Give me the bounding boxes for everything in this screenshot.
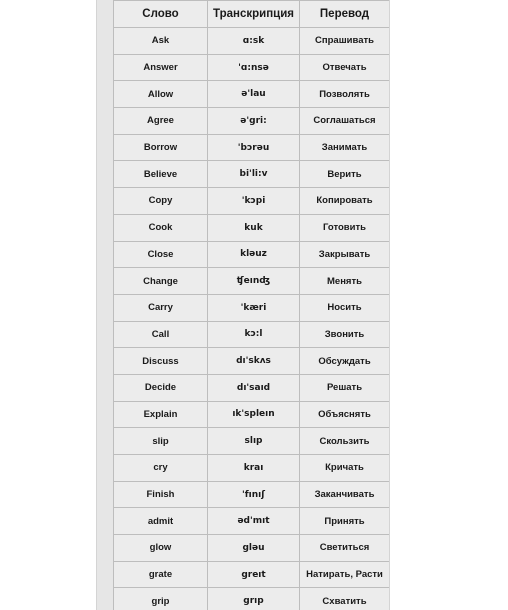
translation-cell: Готовить (300, 214, 390, 241)
word-cell: glow (114, 535, 208, 562)
table-row (114, 481, 390, 508)
transcription-cell: əd'mıt (208, 508, 300, 535)
header-word: Слово (114, 1, 208, 28)
word-cell: Ask (114, 28, 208, 55)
vocabulary-table (113, 0, 390, 610)
word-cell: Explain (114, 401, 208, 428)
word-cell: Allow (114, 81, 208, 108)
transcription-cell: ık'spleın (208, 401, 300, 428)
table-row (114, 134, 390, 161)
table-row (114, 294, 390, 321)
table-row (114, 374, 390, 401)
table-row (114, 508, 390, 535)
word-cell: Borrow (114, 134, 208, 161)
table-row (114, 214, 390, 241)
translation-cell: Позволять (300, 81, 390, 108)
table-row (114, 108, 390, 135)
translation-cell: Занимать (300, 134, 390, 161)
transcription-cell: 'kɔpi (208, 188, 300, 215)
word-cell: grate (114, 561, 208, 588)
word-cell: Decide (114, 374, 208, 401)
word-cell: Copy (114, 188, 208, 215)
table-row (114, 81, 390, 108)
translation-cell: Светиться (300, 535, 390, 562)
word-cell: Believe (114, 161, 208, 188)
transcription-cell: 'ɑ:nsə (208, 54, 300, 81)
header-translation: Перевод (300, 1, 390, 28)
table-row (114, 588, 390, 610)
transcription-cell: ə'gri: (208, 108, 300, 135)
table-row (114, 241, 390, 268)
transcription-cell: kraı (208, 455, 300, 482)
transcription-cell: dı'skʌs (208, 348, 300, 375)
transcription-cell: bi'li:v (208, 161, 300, 188)
table-row (114, 54, 390, 81)
word-cell: Carry (114, 294, 208, 321)
table-header-row (114, 1, 390, 28)
transcription-cell: ə'lau (208, 81, 300, 108)
table-row (114, 428, 390, 455)
transcription-cell: 'kæri (208, 294, 300, 321)
table-row (114, 401, 390, 428)
translation-cell: Натирать, Расти (300, 561, 390, 588)
translation-cell: Скользить (300, 428, 390, 455)
word-cell: Agree (114, 108, 208, 135)
word-cell: grip (114, 588, 208, 610)
transcription-cell: greıt (208, 561, 300, 588)
translation-cell: Кричать (300, 455, 390, 482)
word-cell: Finish (114, 481, 208, 508)
transcription-cell: 'bɔrəu (208, 134, 300, 161)
word-cell: Change (114, 268, 208, 295)
table-row (114, 455, 390, 482)
table-row (114, 321, 390, 348)
table-row (114, 28, 390, 55)
word-cell: Answer (114, 54, 208, 81)
translation-cell: Соглашаться (300, 108, 390, 135)
word-cell: slip (114, 428, 208, 455)
table-row (114, 348, 390, 375)
translation-cell: Обсуждать (300, 348, 390, 375)
transcription-cell: ɑ:sk (208, 28, 300, 55)
translation-cell: Верить (300, 161, 390, 188)
transcription-cell: ʧeınʤ (208, 268, 300, 295)
transcription-cell: 'fınıʃ (208, 481, 300, 508)
table-row (114, 535, 390, 562)
word-cell: Cook (114, 214, 208, 241)
translation-cell: Отвечать (300, 54, 390, 81)
translation-cell: Решать (300, 374, 390, 401)
transcription-cell: kləuz (208, 241, 300, 268)
word-cell: admit (114, 508, 208, 535)
translation-cell: Закрывать (300, 241, 390, 268)
table-row (114, 161, 390, 188)
table-row (114, 561, 390, 588)
translation-cell: Менять (300, 268, 390, 295)
transcription-cell: slıp (208, 428, 300, 455)
table-row (114, 268, 390, 295)
word-cell: Close (114, 241, 208, 268)
transcription-cell: gləu (208, 535, 300, 562)
transcription-cell: kuk (208, 214, 300, 241)
translation-cell: Заканчивать (300, 481, 390, 508)
translation-cell: Схватить (300, 588, 390, 610)
translation-cell: Принять (300, 508, 390, 535)
word-cell: Discuss (114, 348, 208, 375)
table-row (114, 188, 390, 215)
translation-cell: Носить (300, 294, 390, 321)
translation-cell: Звонить (300, 321, 390, 348)
transcription-cell: kɔ:l (208, 321, 300, 348)
translation-cell: Спрашивать (300, 28, 390, 55)
word-cell: Call (114, 321, 208, 348)
transcription-cell: dı'saıd (208, 374, 300, 401)
vocabulary-table-container (96, 0, 390, 610)
translation-cell: Объяснять (300, 401, 390, 428)
word-cell: cry (114, 455, 208, 482)
header-transcription: Транскрипция (208, 1, 300, 28)
translation-cell: Копировать (300, 188, 390, 215)
transcription-cell: grıp (208, 588, 300, 610)
